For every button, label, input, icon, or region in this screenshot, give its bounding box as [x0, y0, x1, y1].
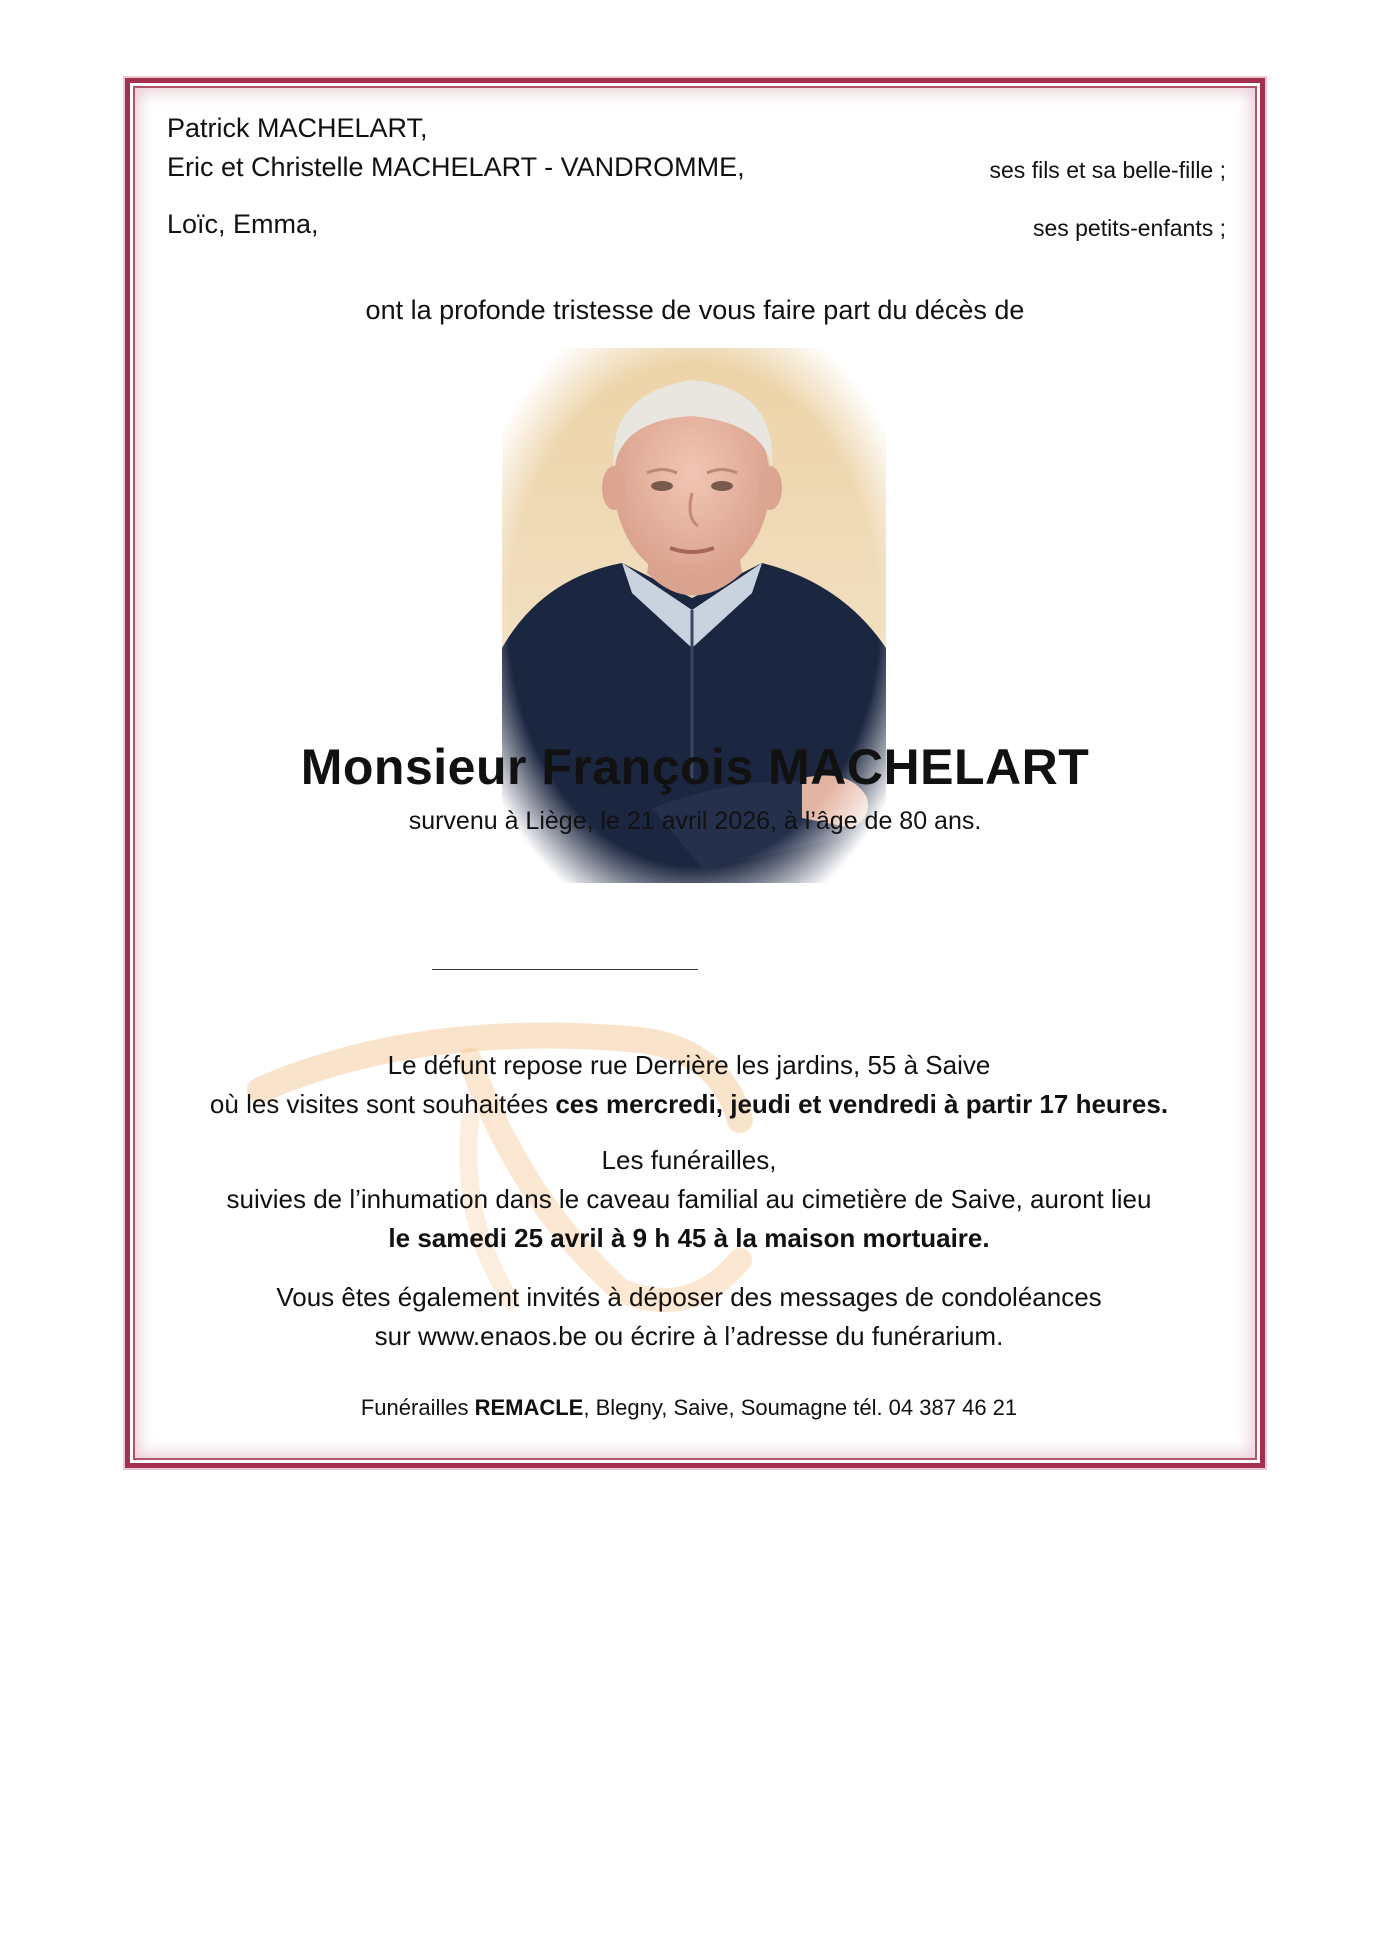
visits-location: Le défunt repose rue Derrière les jardins, 55 à Saive: [387, 1050, 991, 1080]
condolences-line1: Vous êtes également invités à déposer des messages de condoléances: [276, 1282, 1102, 1312]
visits-schedule-prefix: où les visites sont souhaitées: [209, 1089, 556, 1119]
deceased-details: survenu à Liège, le 21 avril 2026, à l’âge de 80 ans.: [408, 807, 982, 835]
announcement-intro: ont la profonde tristesse de vous faire part du décès de: [365, 295, 1025, 325]
funeral-home-footer: [0, 1395, 1378, 1421]
relation-sons: ses fils et sa belle-fille ;: [989, 157, 1226, 183]
funeral-datetime-line: [0, 1223, 1378, 1254]
funeral-datetime: le samedi 25 avril à 9 h 45 à la maison mortuaire.: [388, 1223, 990, 1253]
condolences-line2: sur www.enaos.be ou écrire à l’adresse du funérarium.: [374, 1321, 1004, 1351]
visits-schedule: [0, 1089, 1378, 1120]
family-grandchildren: Loïc, Emma,: [167, 209, 319, 239]
divider-line: [432, 969, 698, 970]
relation-grandchildren: ses petits-enfants ;: [1032, 215, 1226, 241]
visits-schedule-days: ces mercredi, jeudi et vendredi à partir 17 heures.: [555, 1089, 1169, 1119]
footer-contact: , Blegny, Saive, Soumagne tél. 04 387 46 21: [583, 1395, 1018, 1420]
footer-company: REMACLE: [474, 1395, 584, 1420]
family-member-1: Patrick MACHELART,: [167, 113, 428, 143]
deceased-portrait: [502, 348, 886, 883]
funeral-burial: suivies de l’inhumation dans le caveau familial au cimetière de Saive, auront lieu: [226, 1184, 1152, 1214]
deceased-name: Monsieur François MACHELART: [300, 739, 1090, 795]
family-member-2: Eric et Christelle MACHELART - VANDROMME,: [167, 152, 745, 182]
obituary-frame: [125, 78, 1265, 1468]
footer-prefix: Funérailles: [360, 1395, 475, 1420]
funeral-heading: Les funérailles,: [601, 1145, 777, 1175]
